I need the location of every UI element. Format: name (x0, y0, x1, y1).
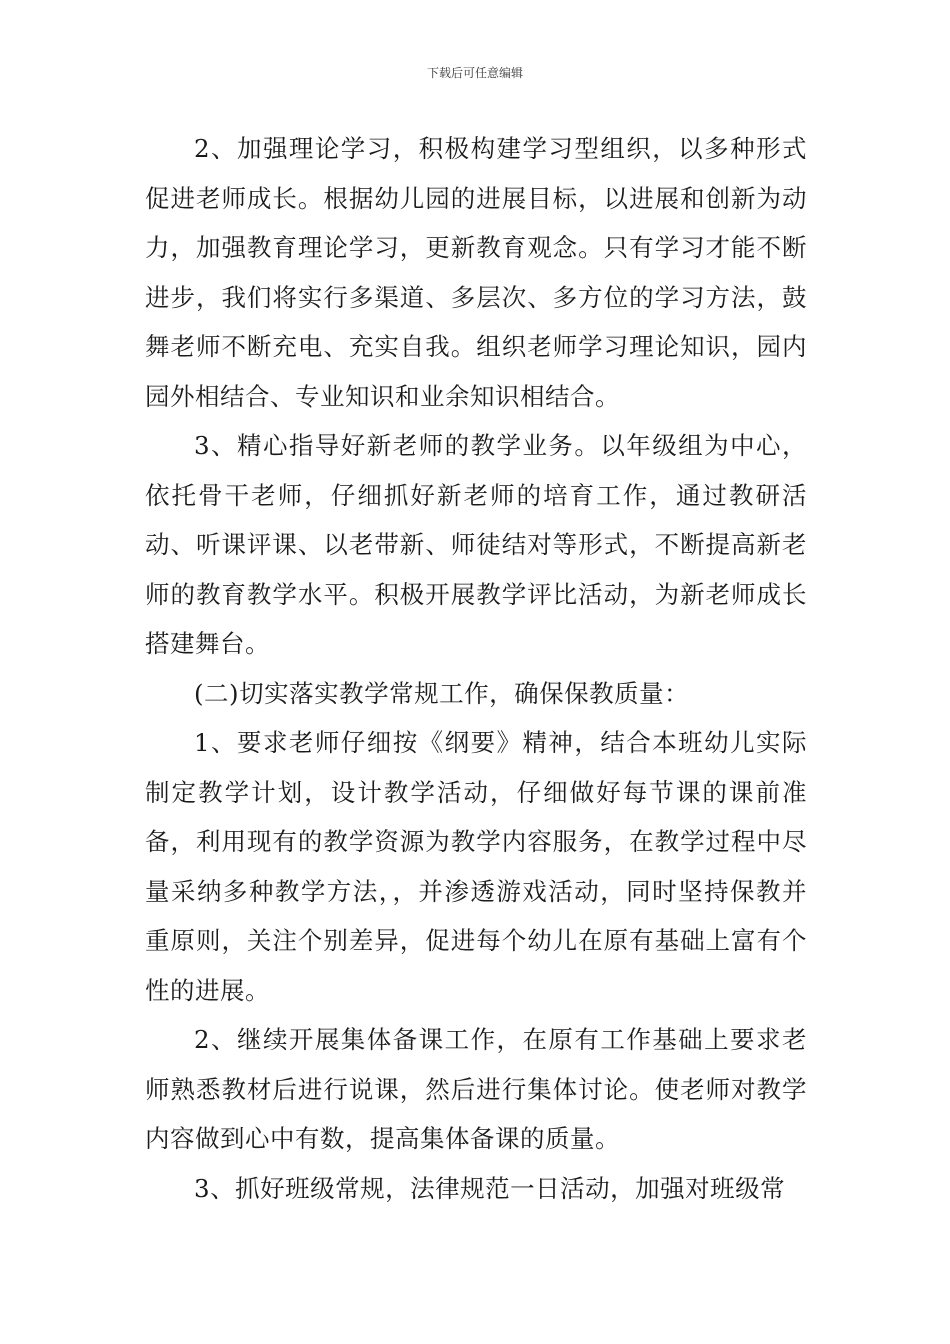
section-heading-teaching-routine: (二)切实落实教学常规工作，确保保教质量： (194, 678, 690, 708)
page-header-note: 下载后可任意编辑 (426, 66, 523, 80)
document-body (145, 124, 807, 1213)
paragraph-class-routine: 3、抓好班级常规，法律规范一日活动，加强对班级常 (194, 1173, 786, 1203)
paragraph-collective-lesson-prep: 2、继续开展集体备课工作，在原有工作基础上要求老师熟悉教材后进行说课，然后进行集体讨论。使老师对教学内容做到心中有数，提高集体备课的质量。 (145, 1025, 807, 1153)
paragraph-teaching-plan: 1、要求老师仔细按《纲要》精神，结合本班幼儿实际制定教学计划，设计教学活动，仔细做好每节课的课前准备，利用现有的教学资源为教学内容服务，在教学过程中尽量采纳多种教学方法，，并渗透游戏活动，同时坚持保教并重原则，关注个别差异，促进每个幼儿在原有基础上富有个性的进展。 (145, 728, 807, 1005)
paragraph-teacher-study: 2、加强理论学习，积极构建学习型组织，以多种形式促进老师成长。根据幼儿园的进展目标，以进展和创新为动力，加强教育理论学习，更新教育观念。只有学习才能不断进步，我们将实行多渠道、多层次、多方位的学习方法，鼓舞老师不断充电、充实自我。组织老师学习理论知识，园内园外相结合、专业知识和业余知识相结合。 (145, 134, 807, 411)
paragraph-new-teacher-guidance: 3、精心指导好新老师的教学业务。以年级组为中心，依托骨干老师，仔细抓好新老师的培育工作，通过教研活动、听课评课、以老带新、师徒结对等形式，不断提高新老师的教育教学水平。积极开展教学评比活动，为新老师成长搭建舞台。 (145, 431, 807, 658)
